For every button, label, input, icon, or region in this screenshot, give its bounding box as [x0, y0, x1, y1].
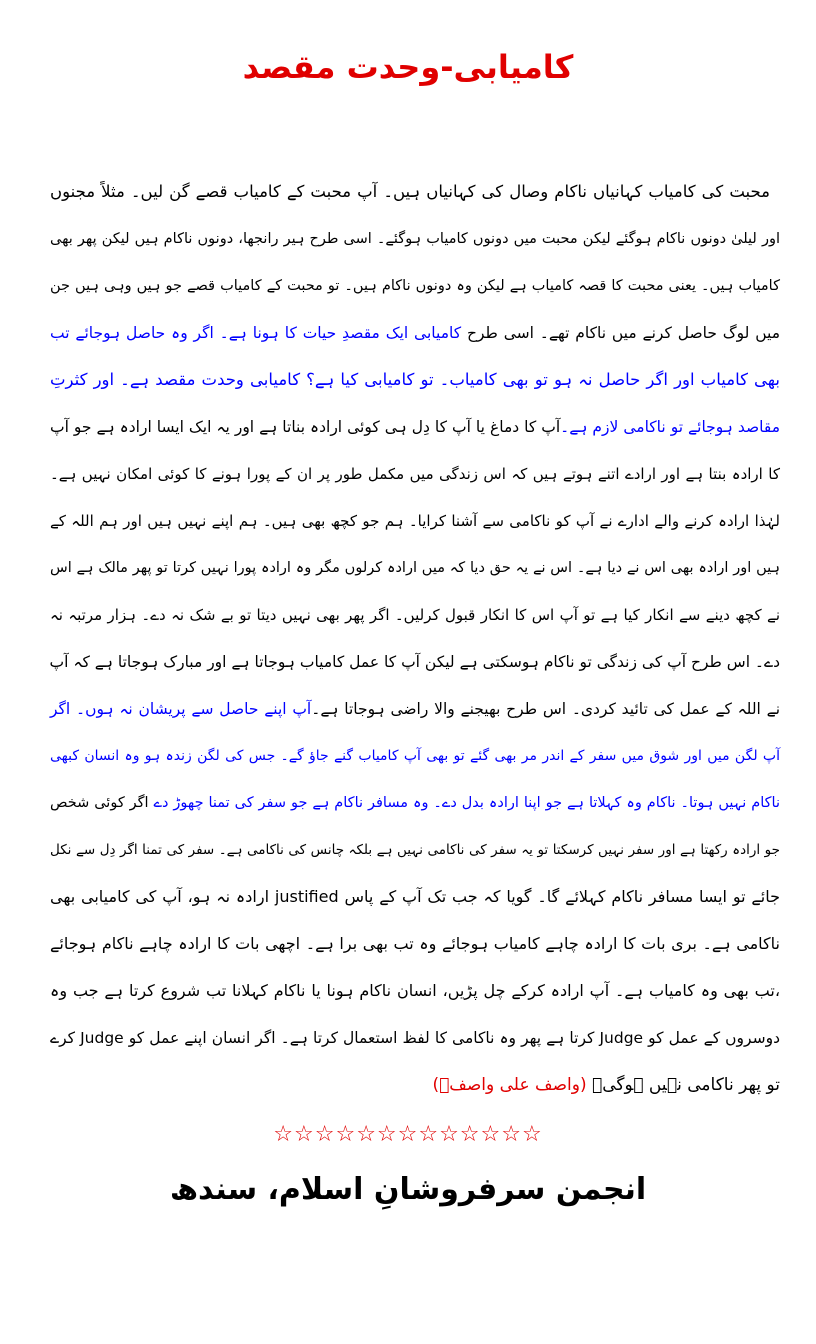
text-line: [50, 924, 780, 964]
text-segment: کامیاب ہیں۔ یعنی محبت کا قصہ کامیاب ہے لیکن وہ دونوں ناکام ہیں۔ تو محبت کے کامیاب قصے جو ہیں وہی ہیں جن: [50, 278, 780, 294]
text-line: [50, 595, 780, 635]
text-segment: ،تب بھی وہ کامیاب ہے۔ آپ ارادہ کرکے چل پڑیں، انسان ناکام ہونا یا ناکام کہلانا تب شروع کرتا ہے جب وہ: [50, 981, 780, 1000]
text-segment: لہٰذا ارادہ کرنے والے ادارے نے آپ کو ناکامی سے آشنا کرایا۔ ہم جو کچھ بھی ہیں۔ ہم اپنے نہیں ہیں اور ہم اللہ کے: [50, 512, 780, 530]
author-attribution: (واصف علی واصفؔ): [432, 1075, 587, 1095]
text-segment: جو ارادہ رکھتا ہے اور سفر نہیں کرسکتا تو یہ سفر کی ناکامی نہیں ہے بلکہ چانس کی ناکامی ہے۔ سفر کی تمنا اگر دِل سے نکل: [50, 842, 780, 858]
text-line: [50, 360, 780, 400]
text-line: [50, 642, 780, 682]
text-line: [50, 877, 780, 917]
text-line: [50, 172, 770, 212]
text-line: [50, 1065, 780, 1105]
text-line: [50, 407, 780, 447]
text-segment: میں لوگ حاصل کرنے میں ناکام تھے۔ اسی طرح: [461, 324, 781, 342]
text-line: [50, 313, 780, 353]
text-line: [50, 266, 780, 306]
text-segment: آپ لگن میں اور شوق میں سفر کے اندر مر بھی گئے تو بھی آپ کامیاب گنے جاؤ گے۔ جس کی لگن زندہ ہو وہ انسان کبھی: [50, 748, 780, 764]
text-line: [50, 689, 780, 729]
text-segment: آپ کا دماغ یا آپ کا دِل ہی کوئی ارادہ بناتا ہے اور یہ ایک ایسا ارادہ ہے جو آپ: [50, 418, 561, 436]
text-segment: دے۔ اس طرح آپ کی زندگی تو ناکام ہوسکتی ہے لیکن آپ کا عمل کامیاب ہوجاتا ہے اور مبارک ہوجاتا ہے کہ آپ: [49, 653, 780, 671]
text-line: [50, 454, 780, 494]
text-line: [50, 548, 780, 588]
text-segment: نے اللہ کے عمل کی تائید کردی۔ اس طرح بھیجنے والا راضی ہوجاتا ہے۔: [311, 700, 781, 718]
text-segment: جائے تو ایسا مسافر ناکام کہلائے گا۔ گویا کہ جب تک آپ کے پاس justified ارادہ نہ ہو، آپ کی کامیابی بھی: [50, 887, 781, 906]
text-segment: کا ارادہ بنتا ہے اور ارادے اتنے ہوتے ہیں کہ اس زندگی میں مکمل طور پر ان کے پورا ہونے کا کوئی امکان نہیں ہے۔: [50, 465, 780, 483]
text-segment: آپ اپنے حاصل سے پریشان نہ ہوں۔ اگر: [50, 700, 312, 718]
text-segment: اگر کوئی شخص: [50, 795, 154, 811]
text-line: [50, 971, 780, 1011]
text-segment: دوسروں کے عمل کو Judge کرتا ہے پھر وہ ناکامی کا لفظ استعمال کرتا ہے۔ اگر انسان اپنے عمل کو Judge کرے: [50, 1029, 780, 1047]
text-segment: کامیابی ایک مقصدِ حیات کا ہونا ہے۔ اگر وہ حاصل ہوجائے تب: [50, 324, 462, 342]
text-segment: اور لیلیٰ دونوں ناکام ہوگئے لیکن محبت میں دونوں کامیاب ہوگئے۔ اسی طرح ہیر رانجھا، دونوں ناکام ہیں لیکن پھر بھی: [50, 231, 780, 247]
text-line: [50, 1018, 780, 1058]
text-line: [50, 830, 780, 870]
text-segment: ناکامی ہے۔ بری بات کا ارادہ چاہے کامیاب ہوجائے وہ تب بھی برا ہے۔ اچھی بات کا ارادہ چاہے ناکام ہوجائے: [50, 934, 780, 953]
star-divider: ☆☆☆☆☆☆☆☆☆☆☆☆☆: [273, 1122, 543, 1147]
text-segment: مقاصد ہوجائے تو ناکامی لازم ہے۔: [560, 418, 780, 436]
organization-signature: انجمن سرفروشانِ اسلام، سندھ: [169, 1172, 647, 1207]
text-segment: ہیں اور ارادہ بھی اس نے دیا ہے۔ اس نے یہ حق دیا کہ میں ارادہ کرلوں مگر وہ ارادہ پورا نہیں کرتا تو پھر مالک ہے اس: [50, 560, 780, 576]
text-segment: نے کچھ دینے سے انکار کیا ہے تو آپ اس کا انکار قبول کرلیں۔ اگر پھر بھی نہیں دیتا تو بے شک نہ دے۔ ہزار مرتبہ نہ: [50, 606, 780, 624]
text-line: [50, 219, 780, 259]
text-segment: محبت کی کامیاب کہانیاں ناکام وصال کی کہانیاں ہیں۔ آپ محبت کے کامیاب قصے گن لیں۔ مثلاً مجنوں: [50, 182, 770, 201]
text-segment: ناکام نہیں ہوتا۔ ناکام وہ کہلاتا ہے جو اپنا ارادہ بدل دے۔ وہ مسافر ناکام ہے جو سفر کی تمنا چھوڑ دے: [153, 795, 780, 811]
text-line: [50, 783, 780, 823]
text-segment: تو پھر ناکامی نہیں ہوگی۔: [586, 1075, 780, 1095]
text-segment: بھی کامیاب اور اگر حاصل نہ ہو تو بھی کامیاب۔ تو کامیابی کیا ہے؟ کامیابی وحدت مقصد ہے۔ اور کثرتِ: [50, 370, 780, 389]
text-line: [50, 501, 780, 541]
article-title: کامیابی-وحدت مقصد: [242, 48, 574, 86]
text-line: [50, 736, 780, 776]
